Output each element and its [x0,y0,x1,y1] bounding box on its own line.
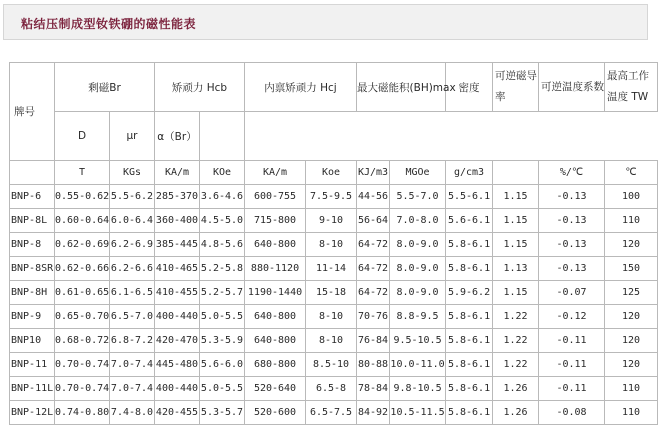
cell-bh-kjm3: 76-84 [357,329,390,353]
cell-max-temp: 120 [605,305,658,329]
cell-mu-r: 1.15 [493,185,539,209]
cell-bh-kjm3: 80-88 [357,353,390,377]
title-bar [3,4,648,40]
cell-hcb-kam: 400-440 [155,305,200,329]
cell-max-temp: 110 [605,401,658,425]
cell-brand: BNP-9 [10,305,55,329]
cell-brand: BNP-11L [10,377,55,401]
unit-mu-blank [493,161,539,185]
cell-density: 5.8-6.1 [446,305,493,329]
unit-temp-blank [200,112,245,161]
unit-hcj-koe: Koe [306,161,357,185]
cell-hcj-koe: 7.5-9.5 [306,185,357,209]
cell-bh-kjm3: 84-92 [357,401,390,425]
header-row [10,63,658,112]
cell-alpha: -0.13 [539,209,605,233]
cell-bh-kjm3: 56-64 [357,209,390,233]
cell-bh-kjm3: 64-72 [357,233,390,257]
cell-hcj-kam: 520-600 [245,401,306,425]
cell-density: 5.9-6.2 [446,281,493,305]
cell-bh-mgoe: 10.0-11.0 [390,353,446,377]
cell-bh-kjm3: 70-76 [357,305,390,329]
cell-hcj-kam: 1190-1440 [245,281,306,305]
cell-alpha: -0.07 [539,281,605,305]
unit-alpha: α（Br） [155,112,200,161]
cell-alpha: -0.11 [539,353,605,377]
cell-max-temp: 110 [605,377,658,401]
cell-hcb-koe: 3.6-4.6 [200,185,245,209]
cell-br-kgs: 6.8-7.2 [110,329,155,353]
cell-br-t: 0.62-0.69 [55,233,110,257]
cell-br-kgs: 5.5-6.2 [110,185,155,209]
cell-br-kgs: 6.1-6.5 [110,281,155,305]
cell-hcb-kam: 420-455 [155,401,200,425]
cell-hcb-koe: 5.2-5.8 [200,257,245,281]
cell-mu-r: 1.13 [493,257,539,281]
unit-density-symbol: D [55,112,110,161]
cell-hcj-koe: 8-10 [306,305,357,329]
cell-bh-mgoe: 9.8-10.5 [390,377,446,401]
cell-hcj-kam: 715-800 [245,209,306,233]
cell-density: 5.8-6.1 [446,233,493,257]
cell-max-temp: 120 [605,329,658,353]
cell-alpha: -0.13 [539,257,605,281]
cell-hcb-kam: 445-480 [155,353,200,377]
cell-hcj-koe: 6.5-8 [306,377,357,401]
cell-br-kgs: 7.4-8.0 [110,401,155,425]
cell-hcj-kam: 680-800 [245,353,306,377]
cell-hcb-koe: 5.0-5.5 [200,305,245,329]
cell-bh-mgoe: 5.5-7.0 [390,185,446,209]
cell-hcb-kam: 420-470 [155,329,200,353]
cell-hcb-koe: 5.0-5.5 [200,377,245,401]
table-row [10,329,658,353]
unit-bh-mgoe: MGOe [390,161,446,185]
table-row [10,233,658,257]
cell-brand: BNP-6 [10,185,55,209]
cell-alpha: -0.11 [539,377,605,401]
cell-hcb-kam: 400-440 [155,377,200,401]
unit-alpha-percent: %/℃ [539,161,605,185]
cell-bh-kjm3: 64-72 [357,281,390,305]
cell-hcj-kam: 600-755 [245,185,306,209]
unit-density-gcm3: g/cm3 [446,161,493,185]
cell-bh-mgoe: 8.0-9.0 [390,233,446,257]
cell-br-kgs: 6.5-7.0 [110,305,155,329]
cell-bh-mgoe: 9.5-10.5 [390,329,446,353]
header-bhmax: 最大磁能积(BH)max [357,63,446,112]
table-row [10,305,658,329]
cell-hcj-koe: 15-18 [306,281,357,305]
cell-br-t: 0.68-0.72 [55,329,110,353]
cell-mu-r: 1.26 [493,377,539,401]
cell-mu-r: 1.22 [493,329,539,353]
cell-max-temp: 120 [605,233,658,257]
cell-density: 5.8-6.1 [446,257,493,281]
unit-hcb-kam: KA/m [155,161,200,185]
cell-br-t: 0.62-0.66 [55,257,110,281]
header-reversible-temp-coeff: 可逆温度系数 [539,63,605,112]
cell-hcj-kam: 520-640 [245,377,306,401]
table-row [10,257,658,281]
cell-max-temp: 110 [605,209,658,233]
cell-bh-mgoe: 8.8-9.5 [390,305,446,329]
cell-hcb-kam: 410-465 [155,257,200,281]
cell-hcj-kam: 640-800 [245,233,306,257]
cell-brand: BNP-8 [10,233,55,257]
cell-hcb-koe: 5.3-5.7 [200,401,245,425]
cell-hcb-kam: 285-370 [155,185,200,209]
cell-mu-r: 1.22 [493,305,539,329]
density-unit-row [10,112,658,161]
unit-br-kgs: KGs [110,161,155,185]
cell-density: 5.6-6.1 [446,209,493,233]
page-title: 粘结压制成型钕铁硼的磁性能表 [21,17,197,31]
cell-hcj-kam: 880-1120 [245,257,306,281]
cell-bh-mgoe: 8.0-9.0 [390,257,446,281]
cell-hcj-koe: 8-10 [306,233,357,257]
table-row [10,377,658,401]
cell-bh-kjm3: 78-84 [357,377,390,401]
cell-br-t: 0.74-0.80 [55,401,110,425]
cell-alpha: -0.11 [539,329,605,353]
cell-hcb-koe: 4.8-5.6 [200,233,245,257]
cell-br-kgs: 7.0-7.4 [110,353,155,377]
cell-bh-kjm3: 64-72 [357,257,390,281]
unit-br-t: T [55,161,110,185]
table-row [10,209,658,233]
cell-mu-r: 1.15 [493,209,539,233]
cell-bh-mgoe: 10.5-11.5 [390,401,446,425]
cell-hcj-kam: 640-800 [245,305,306,329]
cell-hcb-kam: 410-455 [155,281,200,305]
cell-hcj-koe: 6.5-7.5 [306,401,357,425]
cell-bh-mgoe: 7.0-8.0 [390,209,446,233]
cell-alpha: -0.13 [539,185,605,209]
cell-bh-kjm3: 44-56 [357,185,390,209]
cell-alpha: -0.12 [539,305,605,329]
cell-brand: BNP-12L [10,401,55,425]
cell-brand: BNP-8L [10,209,55,233]
header-hcj: 内禀矫顽力 Hcj [245,63,357,112]
unit-mu-r: μr [110,112,155,161]
cell-bh-mgoe: 8.0-9.0 [390,281,446,305]
cell-hcj-koe: 9-10 [306,209,357,233]
unit-hcb-koe: KOe [200,161,245,185]
unit-brand-blank [10,161,55,185]
cell-br-t: 0.60-0.64 [55,209,110,233]
cell-br-t: 0.70-0.74 [55,353,110,377]
header-density: 密度 [446,63,493,112]
cell-hcj-koe: 8-10 [306,329,357,353]
table-row [10,281,658,305]
header-brand: 牌号 [10,63,55,161]
cell-hcb-koe: 5.2-5.7 [200,281,245,305]
cell-br-kgs: 7.0-7.4 [110,377,155,401]
cell-density: 5.8-6.1 [446,353,493,377]
cell-hcj-kam: 640-800 [245,329,306,353]
table-row [10,401,658,425]
cell-max-temp: 120 [605,353,658,377]
cell-alpha: -0.08 [539,401,605,425]
cell-br-kgs: 6.0-6.4 [110,209,155,233]
unit-hcj-kam: KA/m [245,161,306,185]
cell-max-temp: 150 [605,257,658,281]
cell-mu-r: 1.22 [493,353,539,377]
cell-density: 5.8-6.1 [446,329,493,353]
unit-row [10,161,658,185]
header-hcb: 矫顽力 Hcb [155,63,245,112]
cell-max-temp: 100 [605,185,658,209]
table-row [10,185,658,209]
magnetic-properties-table [9,62,658,425]
cell-brand: BNP10 [10,329,55,353]
cell-br-t: 0.70-0.74 [55,377,110,401]
cell-br-t: 0.61-0.65 [55,281,110,305]
cell-hcb-kam: 385-445 [155,233,200,257]
table-row [10,353,658,377]
cell-brand: BNP-8SR [10,257,55,281]
header-reversible-permeability: 可逆磁导率 [493,63,539,112]
cell-br-kgs: 6.2-6.6 [110,257,155,281]
header-remanence: 剩磁Br [55,63,155,112]
cell-density: 5.5-6.1 [446,185,493,209]
cell-hcb-koe: 5.6-6.0 [200,353,245,377]
cell-mu-r: 1.15 [493,233,539,257]
cell-hcb-kam: 360-400 [155,209,200,233]
cell-hcj-koe: 11-14 [306,257,357,281]
unit-temp-celsius: ℃ [605,161,658,185]
header-max-working-temp: 最高工作温度 TW [605,63,658,112]
cell-max-temp: 125 [605,281,658,305]
cell-density: 5.8-6.1 [446,377,493,401]
cell-brand: BNP-8H [10,281,55,305]
cell-br-t: 0.65-0.70 [55,305,110,329]
unit-bh-kjm3: KJ/m3 [357,161,390,185]
cell-alpha: -0.13 [539,233,605,257]
cell-hcb-koe: 4.5-5.0 [200,209,245,233]
cell-mu-r: 1.26 [493,401,539,425]
cell-br-t: 0.55-0.62 [55,185,110,209]
cell-brand: BNP-11 [10,353,55,377]
cell-mu-r: 1.15 [493,281,539,305]
cell-hcj-koe: 8.5-10 [306,353,357,377]
cell-hcb-koe: 5.3-5.9 [200,329,245,353]
cell-br-kgs: 6.2-6.9 [110,233,155,257]
cell-density: 5.8-6.1 [446,401,493,425]
